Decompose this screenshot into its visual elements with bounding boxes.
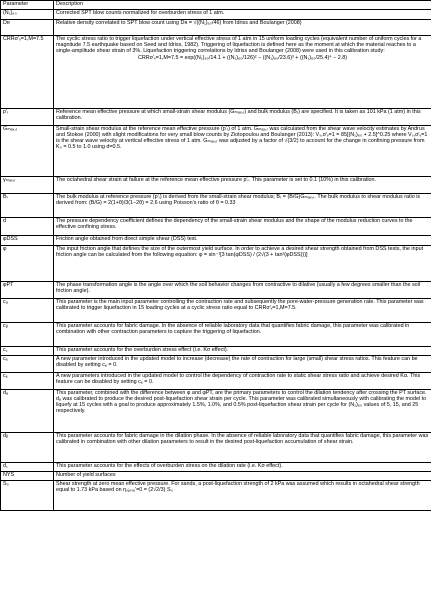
desc-phi-dss: Friction angle obtained from direct simple shear (DSS) test. <box>54 236 431 246</box>
table-row <box>1 390 431 433</box>
table-row <box>1 347 431 356</box>
table-row <box>1 299 431 323</box>
table-row <box>1 236 431 246</box>
desc-phi-pt: The phase transformation angle is the angle over which the soil behavior changes from contractive to dilative (usually a few degrees smaller than the soil friction angle). <box>54 282 431 299</box>
table-row <box>1 177 431 194</box>
table-row <box>1 218 431 236</box>
table-row <box>1 463 431 472</box>
param-gamma-max: γₘₐₓ,ᵣ <box>1 177 54 194</box>
table-row <box>1 126 431 177</box>
param-cc: c꜀ <box>1 347 54 356</box>
table-row <box>1 246 431 282</box>
param-pr: p′ᵣ <box>1 109 54 126</box>
param-phi-dss: φDSS <box>1 236 54 246</box>
param-crr: CRRσ′ᵥ=1,M=7.5 <box>1 36 54 109</box>
param-phi-pt: φPT <box>1 282 54 299</box>
param-da: dₐ <box>1 390 54 433</box>
desc-d: The pressure dependency coefficient defines the dependency of the small-strain shear modulus and the shape of the modulus reduction curves to the effective confining stress. <box>54 218 431 236</box>
desc-da: This parameter, combined with the difference between φ and φPT, are the primary parameters to control the dilation tendency after crossing the PT surface. dₐ was calibrated to produce the desired post-liquefaction shear strain per cycle. This parameter was calibrated simultaneously with calibrating the model to liquefy at 15 cycles with a goal to produce approximately 1.5%, 1.0%, and 0.5% post-liquefaction shear strain per cycle for (N₁)₆₀ values of 5, 15, and 25 respectively. <box>54 390 431 433</box>
desc-cd: A new parameter introduced in the updated model to increase (decrease) the rate of contraction for large (small) shear stress ratios. This feature can be disabled by setting cₑ = 0. <box>54 356 431 373</box>
param-phi: φ <box>1 246 54 282</box>
table-row <box>1 282 431 299</box>
param-dc: d꜀ <box>1 463 54 472</box>
param-ce: cₑ <box>1 373 54 390</box>
crr-equation: CRRσ′ᵥ=1,M=7.5 = exp((N₁)₆₀/14.1 + ((N₁)₆₀/126)² − ((N₁)₆₀/23.6)³ + ((N₁)₆₀/25.4)⁴ − 2.8) <box>137 55 347 62</box>
desc-dr: Relative density correlated to SPT blow count using Dʀ = √((N₁)₆₀/46) from Idriss and Boulanger (2008) <box>54 20 431 36</box>
table-row <box>1 356 431 373</box>
table-row <box>1 109 431 126</box>
desc-pr: Reference mean effective pressure at which small-strain shear modulus (Gₘₐₓ,ᵣ) and bulk modulus (Bᵣ) are specified. It is taken as 101 kPa (1 atm) in this calibration. <box>54 109 431 126</box>
desc-s0: Shear strength at zero mean effective pressure. For sands, a post-liquefaction strength of 2 kPa was assumed which results in octahedral shear strength equal to 1.73 kPa based on ηₛⱼₒₛₑ′=0 = (2√2/3) S₀ <box>54 481 431 511</box>
table-row <box>1 481 431 511</box>
table-row <box>1 323 431 347</box>
param-s0: S₀ <box>1 481 54 511</box>
desc-db: This parameter accounts for fabric damage in the dilation phase. In the absence of reliable laboratory data that quantifies fabric damage, this parameter was calibrated in combination with other dilation parameters to result in the desired post-liquefaction accumulation of shear strain. <box>54 433 431 463</box>
table-row <box>1 194 431 218</box>
param-cd: cₑ <box>1 356 54 373</box>
desc-cb: This parameter accounts for fabric damage. In the absence of reliable laboratory data that quantifies fabric damage, this parameter was calibrated in combination with other contraction parameters to capture the triggering of liquefaction. <box>54 323 431 347</box>
desc-dc: This parameter accounts for the effects of overburden stress on the dilation rate (i.e. Kσ effect). <box>54 463 431 472</box>
param-d: d <box>1 218 54 236</box>
param-br: Bᵣ <box>1 194 54 218</box>
table-row <box>1 433 431 463</box>
table-row <box>1 472 431 481</box>
desc-nys: Number of yield surfaces <box>54 472 431 481</box>
table-row <box>1 36 431 109</box>
param-db: dᵦ <box>1 433 54 463</box>
desc-crr <box>54 36 431 109</box>
param-nys: NYS <box>1 472 54 481</box>
desc-cc: This parameter accounts for the overburden stress effect (i.e. Kσ effect). <box>54 347 431 356</box>
header-parameter: Parameter <box>1 1 54 10</box>
desc-br: The bulk modulus at reference pressure (p′ᵣ) is derived from the small-strain shear modulus; Bᵣ = (B/G)Gₘₐₓ,ᵣ. The bulk modulus to shear modulus ratio is derived from: (B/G) = 2(1+θ)/3(1−2θ) = 2.6 using Poisson’s ratio of θ = 0.33 <box>54 194 431 218</box>
table-row <box>1 20 431 36</box>
param-dr: Dʀ <box>1 20 54 36</box>
desc-gamma-max: The octahedral shear strain at failure at the reference mean effective pressure p′ᵣ. This parameter is set to 0.1 (10%) in this calibration. <box>54 177 431 194</box>
header-row <box>1 1 431 10</box>
param-gmax: Gₘₐₓ,ᵣ <box>1 126 54 177</box>
header-description: Description <box>54 1 431 10</box>
table-row <box>1 373 431 390</box>
desc-n160: Corrected SPT blow counts normalized for overburden stress of 1 atm. <box>54 10 431 20</box>
param-cb: cᵦ <box>1 323 54 347</box>
param-n160: (N₁)₆₀ <box>1 10 54 20</box>
param-ca: cₐ <box>1 299 54 323</box>
desc-ce: A new parameters introduced in the updated model to control the dependency of contraction rate to static shear stress ratio and achieve desired Kα. This feature can be disabled by setting cₑ = 0. <box>54 373 431 390</box>
desc-ca: This parameter is the main input parameter controlling the contraction rate and subsequently the pore-water-pressure generation rate. This parameter was calibrated to trigger liquefaction in 15 loading cycles at a cyclic stress ratio equal to CRRσ′ᵥ=1,M=7.5. <box>54 299 431 323</box>
desc-phi: The input friction angle that defines the size of the outermost yield surface. In order to achieve a desired shear strength obtained from DSS tests, the input friction angle can be calculated from the following equation: φ = sin⁻¹[3 tan(φDSS) / (2√(3 + tan²(φDSS)))] <box>54 246 431 282</box>
table-row <box>1 10 431 20</box>
desc-crr-text: The cyclic stress ratio to trigger liquefaction under vertical effective stress of 1 atm in 15 uniform loading cycles (equivalent number of uniform cycles for a magnitude 7.5 earthquake based on Seed and Idriss, 1982). Triggering of liquefaction is defined here as the moment at which the material reaches to a single-amplitude shear strain of 3%. Liquefaction triggering correlations by Idriss and Boulanger (2008) were used in this calibration study: <box>56 36 422 55</box>
desc-gmax: Small-strain shear modulus at the reference mean effective pressure (p′ᵣ) of 1 atm. Gₘₐₓ,ᵣ was calculated from the shear wave velocity estimates by Andrus and Stokoe (2000) with slight modifications for very small blow counts by Ziotopoulou and Boulanger (2013): Vₛ,σ′ᵥ=1 = 85[(N₁)₆₀ + 2.5]^0.25 where Vₛ,σ′ᵥ=1 is the shear wave velocity at vertical effective stress of 1 atm. Gₘₐₓ,ᵣ was adjusted by a factor of √(3/2) to account for the change in confining pressure from K₀ = 0.5 to 1.0 using d=0.5. <box>54 126 431 177</box>
